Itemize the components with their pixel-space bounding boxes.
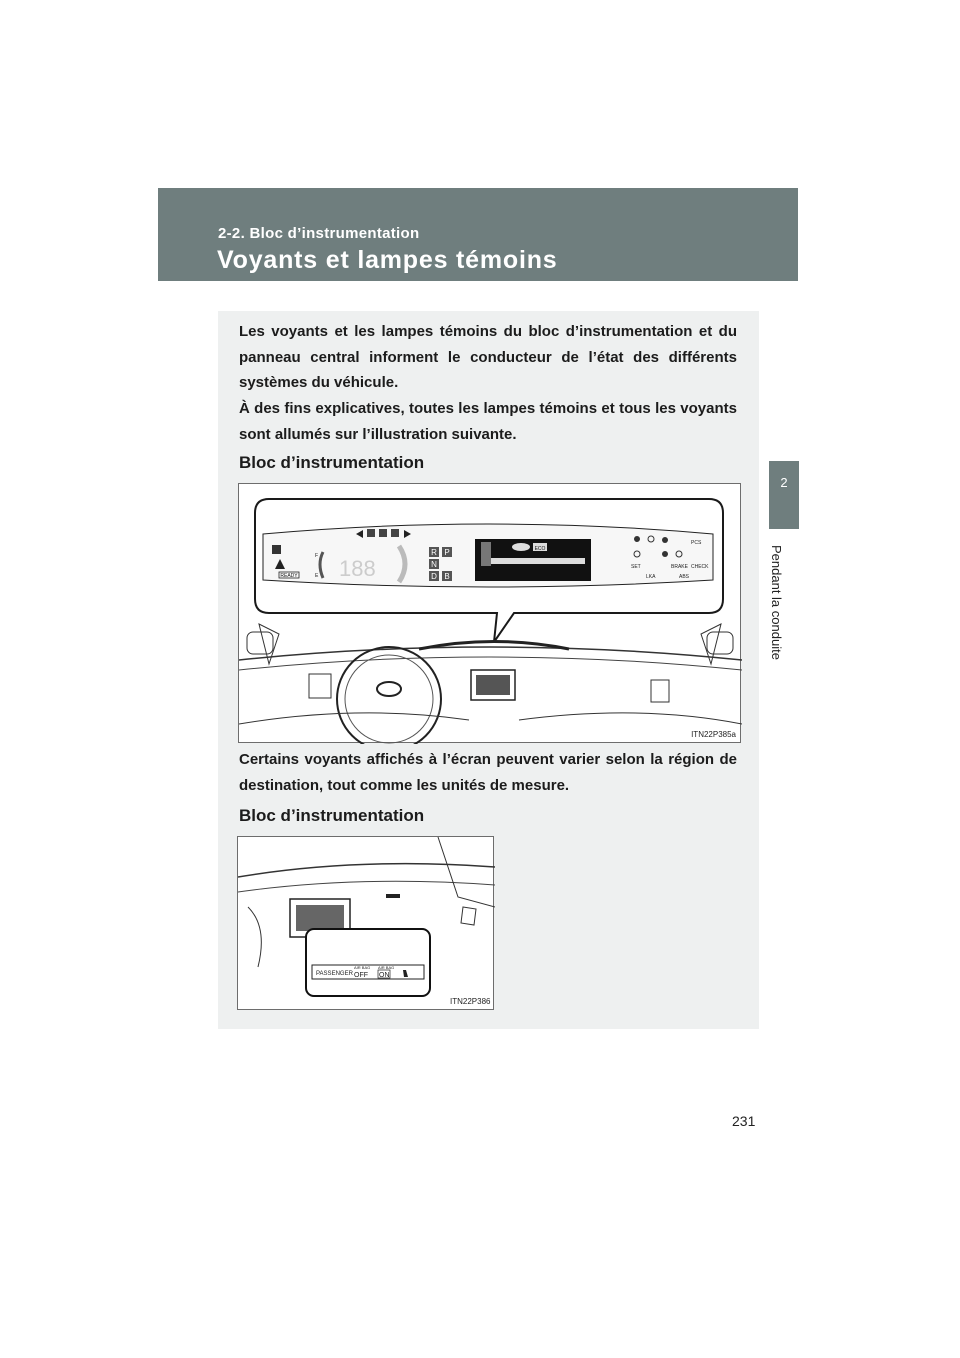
chapter-label — [769, 545, 796, 685]
gear-d: D — [431, 572, 437, 581]
fuel-empty-label: E — [315, 573, 319, 579]
pcs-lamp: PCS — [691, 540, 702, 546]
page-number: 231 — [732, 1113, 756, 1129]
figure-1-code: ITN22P385a — [691, 730, 736, 739]
ready-lamp: READY — [280, 573, 298, 579]
passenger-airbag-figure — [237, 836, 494, 1010]
lka-lamp: LKA — [646, 574, 656, 580]
airbag-off-label: OFF — [354, 972, 368, 979]
dashboard-illustration — [239, 484, 742, 744]
airbag-on-caption: AIR BAG — [378, 965, 395, 970]
gear-r: R — [431, 548, 437, 557]
center-panel-illustration — [238, 837, 495, 1011]
figure-2-code: ITN22P386 — [450, 997, 491, 1006]
warning-lamp-icon — [272, 545, 281, 554]
note-paragraph: Certains voyants affichés à l’écran peuvent varier selon la région de destination, tout comme les unités de mesure. — [239, 751, 737, 794]
gear-p: P — [444, 548, 450, 557]
chapter-number: 2 — [780, 475, 788, 490]
gear-b: B — [444, 572, 450, 581]
section-heading-2: Bloc d’instrumentation — [239, 806, 425, 825]
chapter-label-text: Pendant la conduite — [769, 545, 784, 660]
section-label: 2-2. Bloc d’instrumentation — [218, 225, 420, 242]
chapter-tab[interactable] — [769, 461, 799, 529]
abs-lamp: ABS — [679, 574, 690, 580]
intro-paragraph-1: Les voyants et les lampes témoins du bloc d’instrumentation et du panneau central informent le conducteur de l’état des différents systèmes du véhicule. — [239, 323, 737, 391]
airbag-off-caption: AIR BAG — [354, 965, 371, 970]
passenger-label: PASSENGER — [316, 971, 353, 977]
page-title: Voyants et lampes témoins — [217, 246, 558, 274]
set-lamp: SET — [631, 564, 641, 570]
check-lamp: CHECK — [691, 564, 709, 570]
brake-lamp: BRAKE — [671, 564, 688, 570]
intro-paragraph-2: À des fins explicatives, toutes les lampes témoins et tous les voyants sont allumés sur l’illustration suivante. — [239, 400, 737, 443]
section-heading-1: Bloc d’instrumentation — [239, 453, 425, 472]
instrument-cluster-figure — [238, 483, 741, 743]
fuel-full-label: F — [315, 553, 319, 559]
gear-n: N — [431, 560, 437, 569]
eco-indicator: ECO — [534, 546, 546, 552]
airbag-on-label: ON — [379, 972, 390, 979]
speed-readout: 188 — [339, 556, 376, 581]
